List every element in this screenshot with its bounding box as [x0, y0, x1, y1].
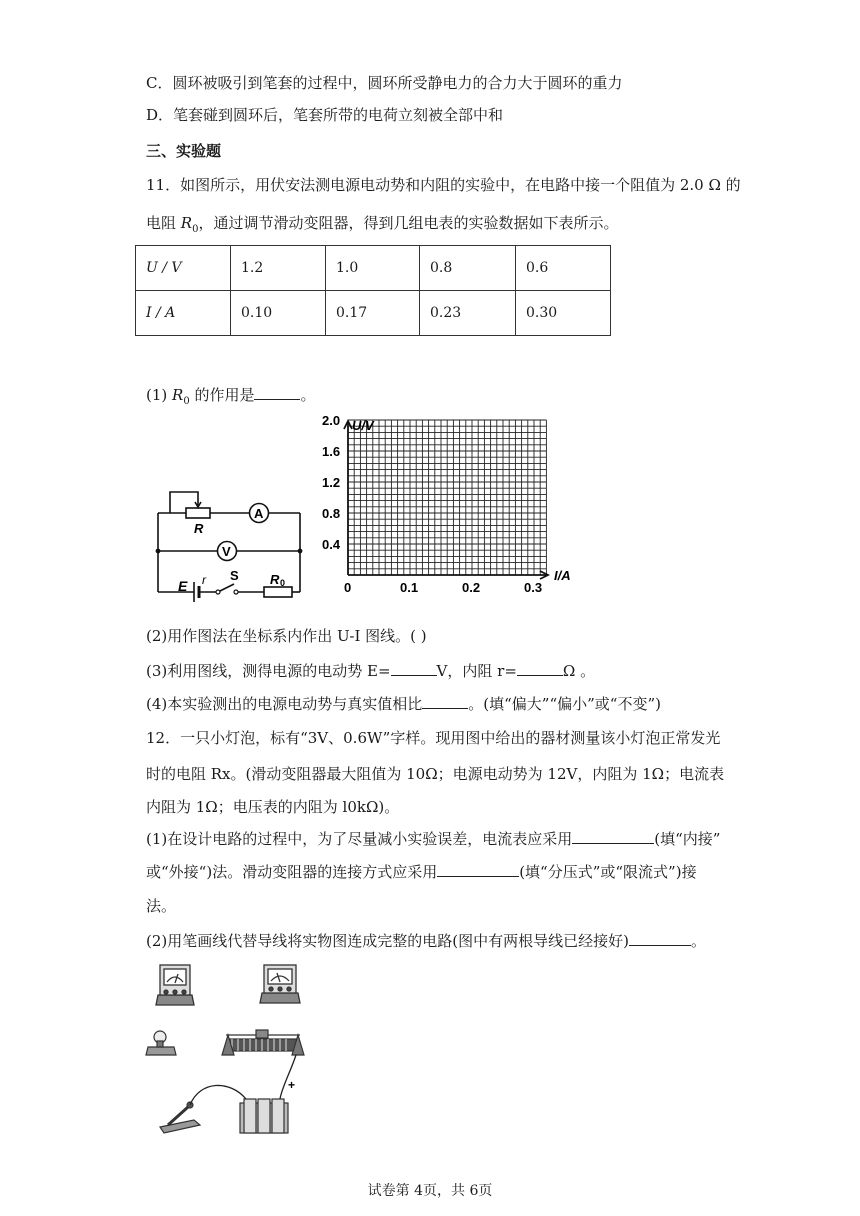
q12-part1-b: (填“内接” [654, 830, 721, 848]
y-axis-label: U/V [352, 418, 374, 433]
part3-a: (3)利用图线，测得电源的电动势 E= [146, 662, 391, 680]
graph-grid [348, 420, 546, 575]
q12-part1-a: (1)在设计电路的过程中，为了尽量减小实验误差，电流表应采用 [146, 830, 573, 848]
q11-line2-post: ，通过调节滑动变阻器，得到几组电表的实验数据如下表所示。 [198, 214, 619, 232]
voltmeter-icon [260, 965, 300, 1003]
q12-line3: 内阻为 1Ω；电压表的内阻为 l0kΩ)。 [146, 798, 400, 816]
table-cell: 0.30 [516, 291, 611, 336]
table-row [136, 246, 611, 291]
page-footer: 试卷第 4页，共 6页 [367, 1183, 493, 1199]
ui-graph [318, 415, 588, 595]
apparatus-diagram [140, 955, 340, 1140]
q12-part1-line1 [146, 829, 720, 849]
resistance-answer-blank[interactable] [517, 661, 563, 676]
table-cell: 1.2 [231, 246, 326, 291]
table-cell: U / V [136, 246, 231, 291]
switch-icon [160, 1102, 200, 1133]
q11-part3 [146, 661, 595, 681]
x-tick-label: 0 [344, 580, 352, 595]
part1-post: 的作用是 [189, 386, 255, 404]
switch-label: S [230, 568, 239, 583]
q11-part4 [146, 694, 661, 714]
ammeter-label: A [254, 506, 264, 521]
rheostat-connection-blank[interactable] [437, 862, 519, 877]
q12-part2-text: (2)用笔画线代替导线将实物图连成完整的电路(图中有两根导线已经接好) [146, 932, 629, 950]
battery-icon [240, 1099, 288, 1133]
y-tick-label: 1.6 [322, 444, 341, 459]
r0-label: R [270, 572, 280, 587]
q11-line2 [146, 213, 618, 240]
emf-answer-blank[interactable] [391, 661, 437, 676]
rheostat-label: R [194, 521, 204, 536]
table-cell: I / A [136, 291, 231, 336]
wire [280, 1055, 296, 1099]
r0-subscript: 0 [192, 224, 199, 235]
q12-line2: 时的电阻 Rx。(滑动变阻器最大阻值为 10Ω；电源电动势为 12V，内阻为 1Ω；电流表 [146, 765, 725, 783]
part1-end: 。 [300, 386, 316, 404]
q11-line1: 11．如图所示，用伏安法测电源电动势和内阻的实验中，在电路中接一个阻值为 2.0 Ω 的 [146, 176, 741, 194]
internal-resistance-label: r [202, 573, 206, 587]
q11-part2: (2)用作图法在坐标系内作出 U-I 图线。( ) [146, 627, 427, 645]
table-cell: 0.6 [516, 246, 611, 291]
rheostat-icon [222, 1030, 304, 1055]
table-cell: 0.17 [326, 291, 420, 336]
q12-part1-d: (填“分压式”或“限流式”)接 [519, 863, 697, 881]
r0-subscript: 0 [183, 396, 190, 407]
section-title: 三、实验题 [146, 142, 222, 160]
r0-symbol: R [172, 386, 184, 404]
answer-blank[interactable] [254, 385, 300, 400]
q12-part2-end: 。 [690, 932, 706, 950]
bulb-icon [146, 1031, 176, 1055]
ammeter-icon [156, 965, 194, 1005]
data-table [135, 245, 611, 336]
q12-part1-c: 或“外接“)法。滑动变阻器的连接方式应采用 [146, 863, 438, 881]
x-axis-label: I/A [554, 568, 571, 583]
part4-a: (4)本实验测出的电源电动势与真实值相比 [146, 695, 423, 713]
table-cell: 0.10 [231, 291, 326, 336]
circuit-diagram [150, 480, 310, 605]
table-row [136, 291, 611, 336]
q12-line1: 12．一只小灯泡，标有“3V、0.6W”字样。现用图中给出的器材测量该小灯泡正常发光 [146, 729, 721, 747]
r0-sub-label: 0 [280, 578, 286, 588]
y-tick-label: 1.2 [322, 475, 341, 490]
q12-part2 [146, 931, 706, 951]
x-tick-label: 0.2 [462, 580, 481, 595]
y-tick-label: 0.4 [322, 537, 341, 552]
q12-part1-line2 [146, 862, 697, 882]
part3-c: Ω 。 [562, 662, 596, 680]
y-tick-label: 0.8 [322, 506, 341, 521]
option-d: D．笔套碰到圆环后，笔套所带的电荷立刻被全部中和 [146, 106, 504, 124]
q11-line2-pre: 电阻 [146, 214, 181, 232]
part3-b: V，内阻 r= [436, 662, 517, 680]
wire [190, 1085, 246, 1105]
emf-label: E [178, 578, 188, 594]
plus-sign: + [288, 1078, 296, 1092]
ammeter-connection-blank[interactable] [572, 829, 654, 844]
answer-blank[interactable] [422, 694, 468, 709]
r0-symbol: R [180, 214, 193, 232]
part4-b: 。(填“偏大”“偏小”或“不变”) [468, 695, 661, 713]
y-tick-label: 2.0 [322, 415, 341, 428]
x-tick-label: 0.3 [524, 580, 543, 595]
table-cell: 0.8 [420, 246, 516, 291]
x-tick-label: 0.1 [400, 580, 419, 595]
answer-blank[interactable] [629, 931, 691, 946]
q11-part1 [146, 385, 315, 412]
q12-part1-line3: 法。 [146, 897, 177, 915]
voltmeter-label: V [222, 544, 231, 559]
option-c: C．圆环被吸引到笔套的过程中，圆环所受静电力的合力大于圆环的重力 [146, 74, 623, 92]
table-cell: 1.0 [326, 246, 420, 291]
part1-pre: (1) [146, 386, 173, 404]
table-cell: 0.23 [420, 291, 516, 336]
